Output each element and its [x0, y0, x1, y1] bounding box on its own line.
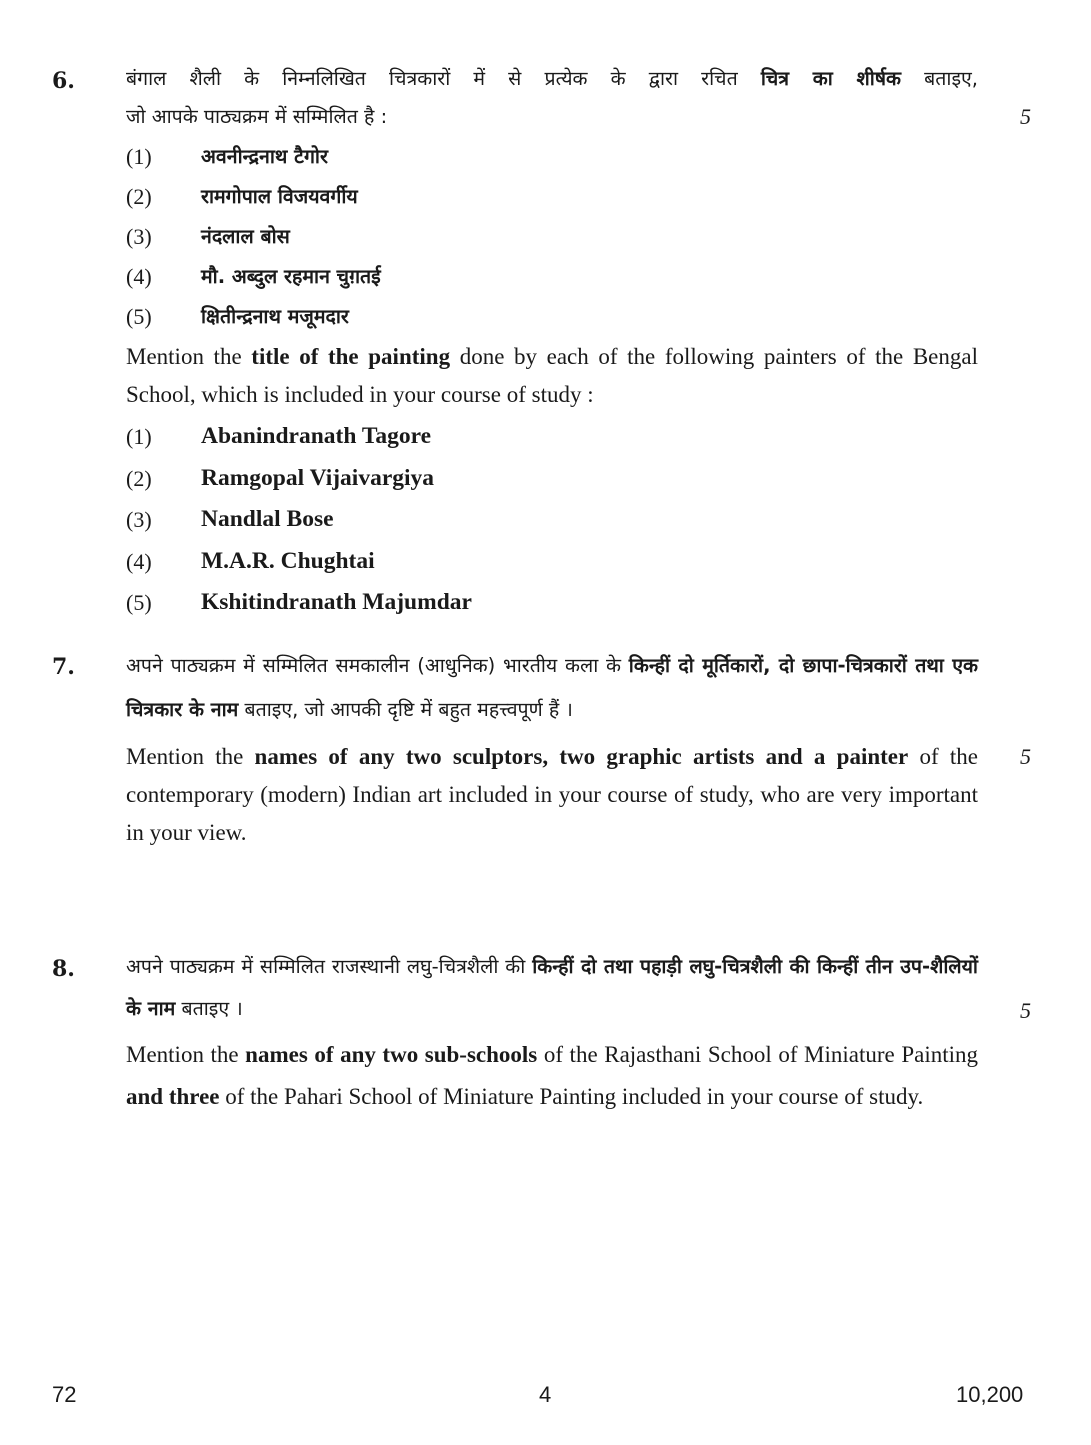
question-body [126, 60, 978, 626]
hindi-painter-list [126, 138, 978, 338]
question-number: 6. [52, 68, 75, 94]
question-body [126, 644, 978, 852]
marks: 5 [1020, 104, 1031, 129]
question-number: 8. [52, 956, 75, 982]
english-prompt: Mention the title of the painting done by each of the following painters of the Bengal School, which is included in your course of study : [126, 344, 978, 407]
hindi-prompt: बंगाल शैली के निम्नलिखित चित्रकारों में से प्रत्येक के द्वारा रचित चित्र का शीर्षक बताइए, [126, 67, 979, 90]
english-painter-list [126, 418, 978, 626]
list-item: (2) रामगोपाल विजयवर्गीय [126, 184, 358, 209]
list-item: (4) मौ. अब्दुल रहमान चुग़तई [126, 264, 381, 289]
hindi-prompt: अपने पाठ्यक्रम में सम्मिलित राजस्थानी लघु-चित्रशैली की किन्हीं दो तथा पहाड़ी लघु-चित्रशैली की किन्हीं तीन उप-शैलियों के नाम बताइए । [126, 955, 978, 1020]
question-body [126, 946, 978, 1117]
list-item: (2) Ramgopal Vijaivargiya [126, 464, 435, 491]
english-prompt: Mention the names of any two sub-schools of the Rajasthani School of Miniature Painting and three of the Pahari School of Miniature Painting included in your course of study. [126, 1042, 978, 1109]
list-item: (5) क्षितीन्द्रनाथ मजूमदार [126, 304, 349, 329]
page-number: 4 [539, 1382, 552, 1407]
list-item: (3) Nandlal Bose [126, 506, 334, 532]
list-item: (1) Abanindranath Tagore [126, 423, 432, 449]
list-item: (5) Kshitindranath Majumdar [126, 589, 472, 615]
english-prompt: Mention the names of any two sculptors, two graphic artists and a painter of the contemporary (modern) Indian art included in your course of study, who are very important in your view. [126, 744, 978, 845]
list-item: (4) M.A.R. Chughtai [126, 547, 375, 574]
question-number: 7. [52, 654, 75, 680]
hindi-prompt: अपने पाठ्यक्रम में सम्मिलित समकालीन (आधुनिक) भारतीय कला के किन्हीं दो मूर्तिकारों, दो छापा-चित्रकारों तथा एक चित्रकार के नाम बताइए, जो आपकी दृष्टि में बहुत महत्त्वपूर्ण हैं । [126, 654, 978, 721]
hindi-prompt-line-2: जो आपके पाठ्यक्रम में सम्मिलित है : [126, 105, 388, 128]
print-count: 10,200 [956, 1382, 1024, 1407]
list-item: (3) नंदलाल बोस [126, 224, 290, 249]
marks: 5 [1020, 998, 1031, 1023]
list-item: (1) अवनीन्द्रनाथ टैगोर [126, 144, 328, 169]
paper-code: 72 [52, 1382, 77, 1407]
marks: 5 [1020, 744, 1031, 769]
